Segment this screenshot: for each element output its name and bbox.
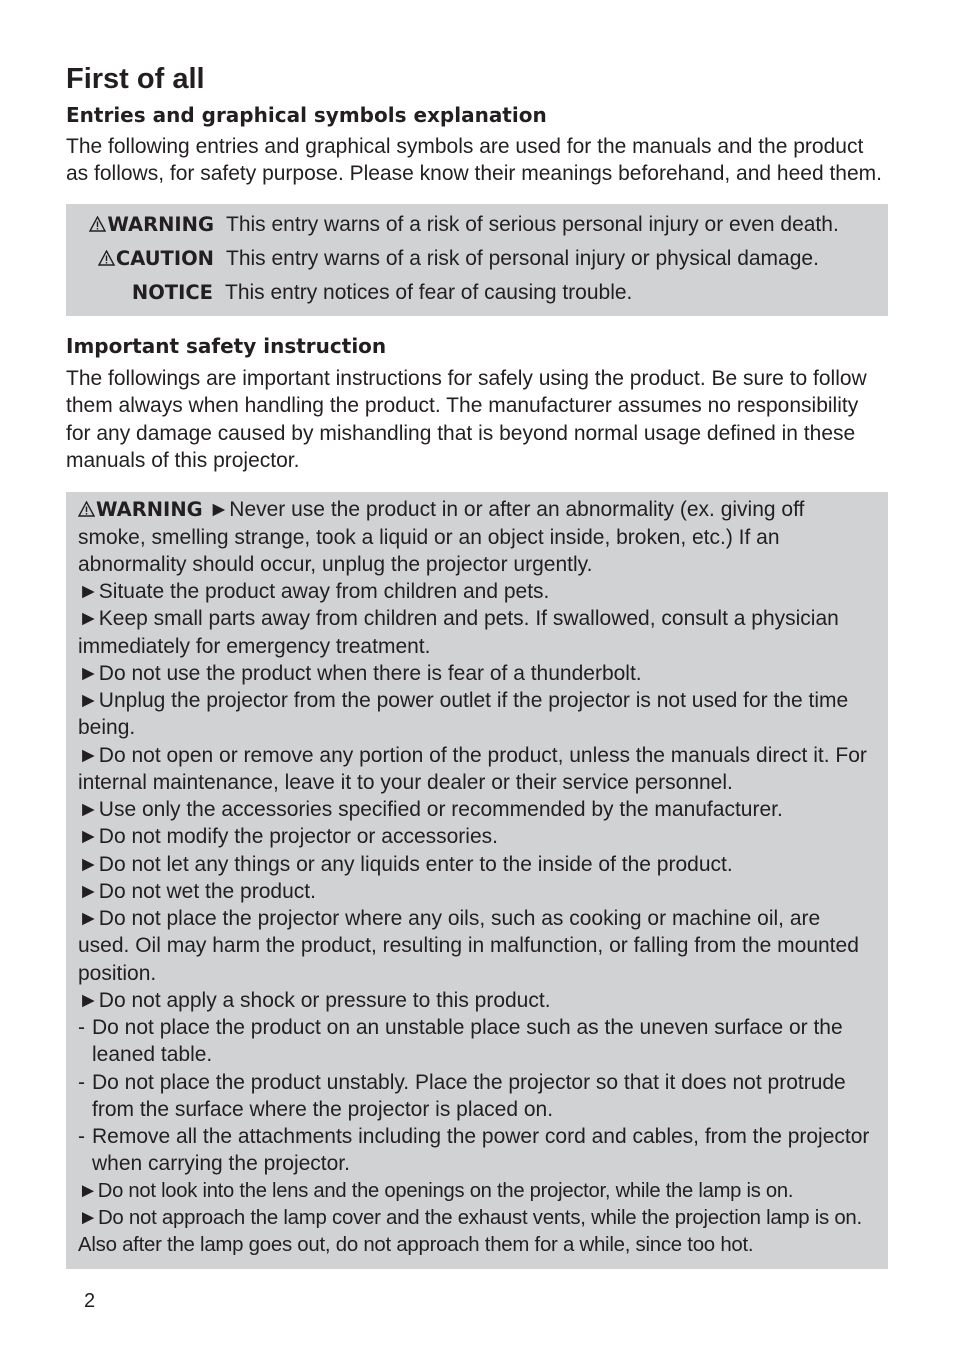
warning-first-item bbox=[78, 496, 876, 578]
warning-label: WARNING bbox=[96, 498, 203, 522]
list-item: ►Do not approach the lamp cover and the exhaust vents, while the projection lamp is on. Also after the lamp goes out, do not approach them for a while, since too hot. bbox=[78, 1206, 862, 1257]
legend-desc-warning: This entry warns of a risk of serious personal injury or even death. bbox=[226, 212, 839, 236]
list-item: ►Situate the product away from children and pets. bbox=[78, 580, 550, 604]
bullet-icon: ► bbox=[78, 607, 99, 631]
legend-term-caution: CAUTION bbox=[66, 242, 226, 276]
sub-list-item: - Do not place the product on an unstable place such as the uneven surface or the leaned table. bbox=[78, 1014, 876, 1069]
dash-icon: - bbox=[78, 1016, 85, 1040]
legend-row-notice bbox=[66, 276, 888, 310]
bullet-icon: ► bbox=[208, 498, 230, 522]
list-item: ►Use only the accessories specified or recommended by the manufacturer. bbox=[78, 798, 783, 822]
dash-icon: - bbox=[78, 1070, 85, 1094]
bullet-icon: ► bbox=[78, 1206, 98, 1229]
section-heading-symbols: Entries and graphical symbols explanation bbox=[66, 103, 547, 127]
bullet-icon: ► bbox=[78, 1179, 98, 1202]
section-heading-safety: Important safety instruction bbox=[66, 333, 387, 358]
symbols-legend bbox=[66, 204, 888, 316]
bullet-icon: ► bbox=[78, 743, 99, 767]
warning-triangle-icon bbox=[98, 250, 115, 266]
list-item: ►Unplug the projector from the power outlet if the projector is not used for the time being. bbox=[78, 689, 849, 740]
bullet-icon: ► bbox=[78, 661, 99, 685]
legend-desc-notice: This entry notices of fear of causing trouble. bbox=[225, 280, 633, 304]
bullet-icon: ► bbox=[78, 798, 99, 822]
sub-list-item: - Remove all the attachments including the power cord and cables, from the projector when carrying the projector. bbox=[78, 1123, 876, 1178]
warning-triangle-icon bbox=[78, 501, 95, 517]
list-item-text: Never use the product in or after an abnormality (ex. giving off smoke, smelling strange, took a liquid or an object inside, broken, etc.) If an abnormality should occur, unplug the projector urgently. bbox=[78, 498, 805, 576]
bullet-icon: ► bbox=[78, 907, 99, 931]
section-intro-symbols: The following entries and graphical symbols are used for the manuals and the product as follows, for safety purpose. Please know their meanings beforehand, and heed them. bbox=[66, 135, 882, 186]
list-item: ►Do not use the product when there is fear of a thunderbolt. bbox=[78, 661, 642, 685]
sub-list-item: - Do not place the product unstably. Place the projector so that it does not protrude from the surface where the projector is placed on. bbox=[78, 1069, 876, 1124]
page-number: 2 bbox=[84, 1290, 96, 1312]
bullet-icon: ► bbox=[78, 988, 99, 1012]
list-item: ►Do not modify the projector or accessories. bbox=[78, 825, 498, 849]
bullet-icon: ► bbox=[78, 580, 99, 604]
warning-triangle-icon bbox=[89, 216, 106, 232]
bullet-icon: ► bbox=[78, 689, 99, 713]
section-intro-safety: The followings are important instructions for safely using the product. Be sure to follow them always when handling the product. The manufacturer assumes no responsibility for any damage caused by mishandling that is beyond normal usage defined in these manuals of this projector. bbox=[66, 366, 867, 473]
list-item: ►Keep small parts away from children and pets. If swallowed, consult a physician immediately for emergency treatment. bbox=[78, 607, 839, 658]
bullet-icon: ► bbox=[78, 852, 99, 876]
legend-row-warning bbox=[66, 208, 888, 242]
page-content bbox=[66, 60, 888, 1269]
list-item: ►Do not place the projector where any oils, such as cooking or machine oil, are used. Oil may harm the product, resulting in malfunction, or falling from the mounted position. bbox=[78, 907, 859, 985]
list-item: ►Do not wet the product. bbox=[78, 879, 316, 903]
legend-row-caution bbox=[66, 242, 888, 276]
list-item: ►Do not look into the lens and the openings on the projector, while the lamp is on. bbox=[78, 1179, 794, 1202]
page-title: First of all bbox=[66, 63, 205, 95]
legend-term-warning: WARNING bbox=[66, 208, 226, 242]
bullet-icon: ► bbox=[78, 879, 99, 903]
legend-desc-caution: This entry warns of a risk of personal injury or physical damage. bbox=[226, 246, 819, 270]
list-item: ►Do not apply a shock or pressure to this product. bbox=[78, 988, 551, 1012]
list-item: ►Do not let any things or any liquids enter to the inside of the product. bbox=[78, 852, 733, 876]
legend-term-notice: NOTICE bbox=[131, 280, 213, 304]
dash-icon: - bbox=[78, 1125, 85, 1149]
safety-warning-box bbox=[66, 492, 888, 1269]
bullet-icon: ► bbox=[78, 825, 99, 849]
list-item: ►Do not open or remove any portion of the product, unless the manuals direct it. For internal maintenance, leave it to your dealer or their service personnel. bbox=[78, 743, 867, 794]
